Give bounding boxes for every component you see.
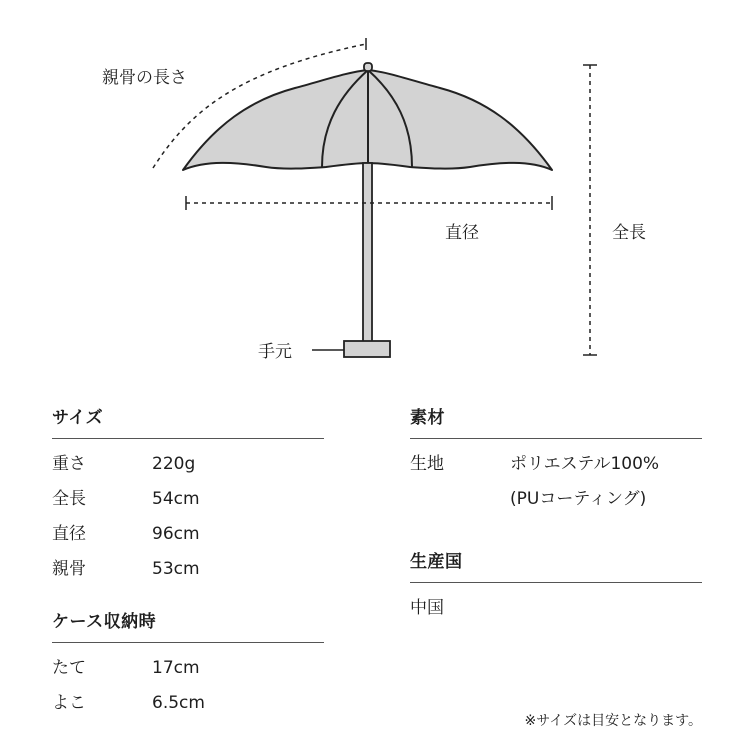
spec-value: ポリエステル100% [510,454,660,474]
umbrella-shaft [363,163,372,343]
spec-row [52,482,324,517]
origin-value: 中国 [410,598,444,618]
case-section [52,607,324,721]
spec-label: 全長 [52,489,86,509]
spec-row [52,552,324,587]
size-note: ※サイズは目安となります。 [524,713,702,729]
spec-label: 親骨 [52,559,86,579]
spec-value-note: (PUコーティング) [510,489,647,509]
spec-value: 220g [152,454,196,474]
material-title: 素材 [410,403,702,439]
spec-value: 53cm [152,559,200,579]
spec-label: 直径 [52,524,86,544]
umbrella-handle [344,341,390,357]
spec-value: 96cm [152,524,200,544]
material-section [410,403,702,517]
spec-row [52,517,324,552]
origin-section [410,547,702,626]
size-section [52,403,324,587]
case-title: ケース収納時 [52,607,324,643]
spec-row [410,447,702,482]
diameter-label: 直径 [445,223,479,243]
origin-title: 生産国 [410,547,702,583]
rib-length-label: 親骨の長さ [102,68,187,88]
spec-row-continued [410,482,702,517]
spec-value: 6.5cm [152,693,205,713]
size-title: サイズ [52,403,324,439]
spec-label: 重さ [52,454,86,474]
spec-value: 54cm [152,489,200,509]
spec-row [410,591,702,626]
umbrella-tip [364,63,372,71]
spec-row [52,447,324,482]
spec-value: 17cm [152,658,200,678]
spec-row [52,686,324,721]
total-length-label: 全長 [612,223,646,243]
handle-label: 手元 [258,342,292,362]
spec-row [52,651,324,686]
spec-label: よこ [52,693,86,713]
spec-label: たて [52,658,86,678]
spec-label: 生地 [410,454,444,474]
